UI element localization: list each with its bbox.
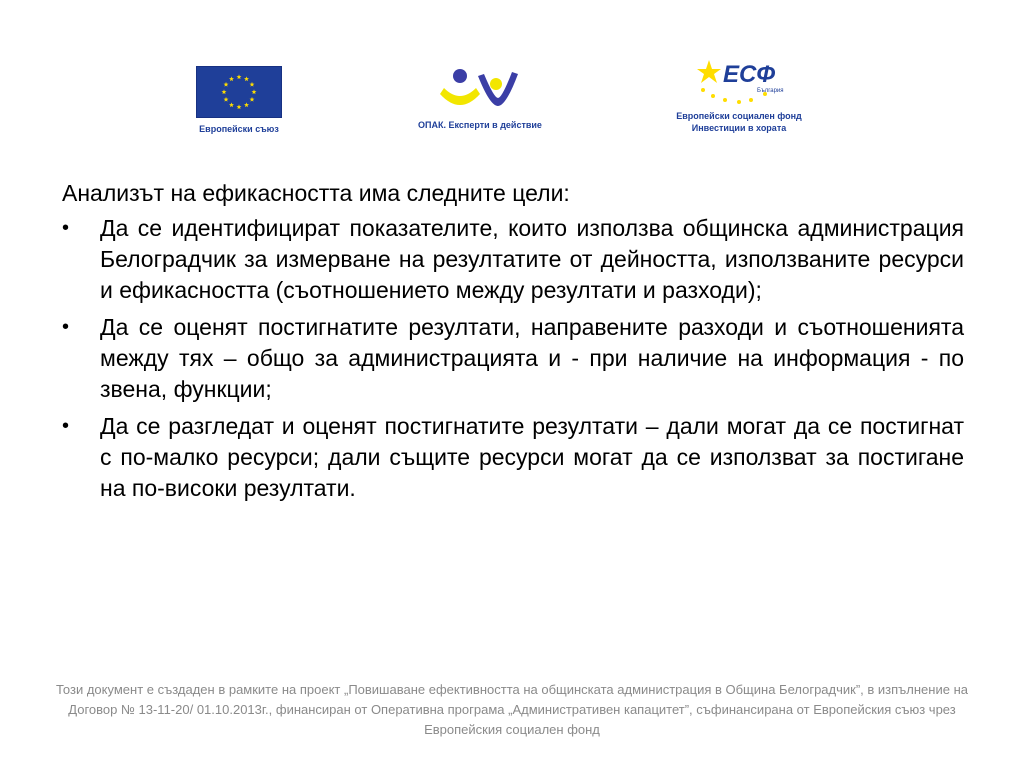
main-content [62, 178, 964, 510]
list-item-text: Да се оценят постигнатите резултати, направените разходи и съотношенията между тях – общо за администрацията и - при наличие на информация - по звена, функции; [100, 314, 964, 402]
eu-star [224, 82, 229, 87]
opak-logo-caption: ОПАК. Експерти в действие [418, 120, 542, 130]
eu-star [224, 97, 229, 102]
list-item [62, 213, 964, 306]
eu-star [244, 76, 249, 81]
eu-flag-icon [196, 66, 282, 118]
list-item-text: Да се разгледат и оценят постигнатите резултати – дали могат да се постигнат с по-малко ресурси; дали същите ресурси могат да се използват за постигане на по-високи резултати. [100, 413, 964, 501]
list-item [62, 312, 964, 405]
footer-text: Този документ е създаден в рамките на проект „Повишаване ефективността на общинската администрация в Община Белоградчик”, в изпълнение на Договор № 13-11-20/ 01.10.2013г., финансиран от Оперативна програма „Административен капацитет”, съфинансирана от Европейския съюз чрез Европейския социален фонд [56, 682, 968, 737]
eu-star [237, 74, 242, 79]
bullet-icon: • [62, 316, 70, 338]
opak-people-icon [440, 66, 520, 112]
eu-star [237, 104, 242, 109]
eu-logo-caption: Европейски съюз [199, 124, 279, 134]
esf-logo [665, 56, 813, 134]
eu-star [229, 102, 234, 107]
eu-star [222, 89, 227, 94]
list-item-text: Да се идентифицират показателите, които използва общинска администрация Белоградчик за измерване на резултатите от дейността, използваните ресурси и ефикасността (съотношението между резултати и разходи); [100, 215, 964, 303]
eu-logo [196, 66, 282, 134]
bullet-icon: • [62, 217, 70, 239]
esf-logo-caption [665, 110, 813, 134]
goals-list [62, 213, 964, 504]
bullet-icon: • [62, 415, 70, 437]
eu-star [229, 76, 234, 81]
eu-star [250, 82, 255, 87]
list-item [62, 411, 964, 504]
intro-text: Анализът на ефикасността има следните цели: [62, 180, 570, 206]
esf-caption-line1: Европейски социален фонд [676, 111, 802, 121]
eu-star [252, 89, 257, 94]
eu-star [250, 97, 255, 102]
esf-mark-text: ЕСФ [723, 61, 776, 88]
esf-caption-line2: Инвестиции в хората [691, 123, 787, 133]
eu-star [244, 102, 249, 107]
opak-logo [410, 66, 550, 130]
eu-stars-icon [197, 67, 281, 117]
esf-sub-text: България [757, 88, 784, 94]
esf-mark-icon [689, 56, 789, 108]
